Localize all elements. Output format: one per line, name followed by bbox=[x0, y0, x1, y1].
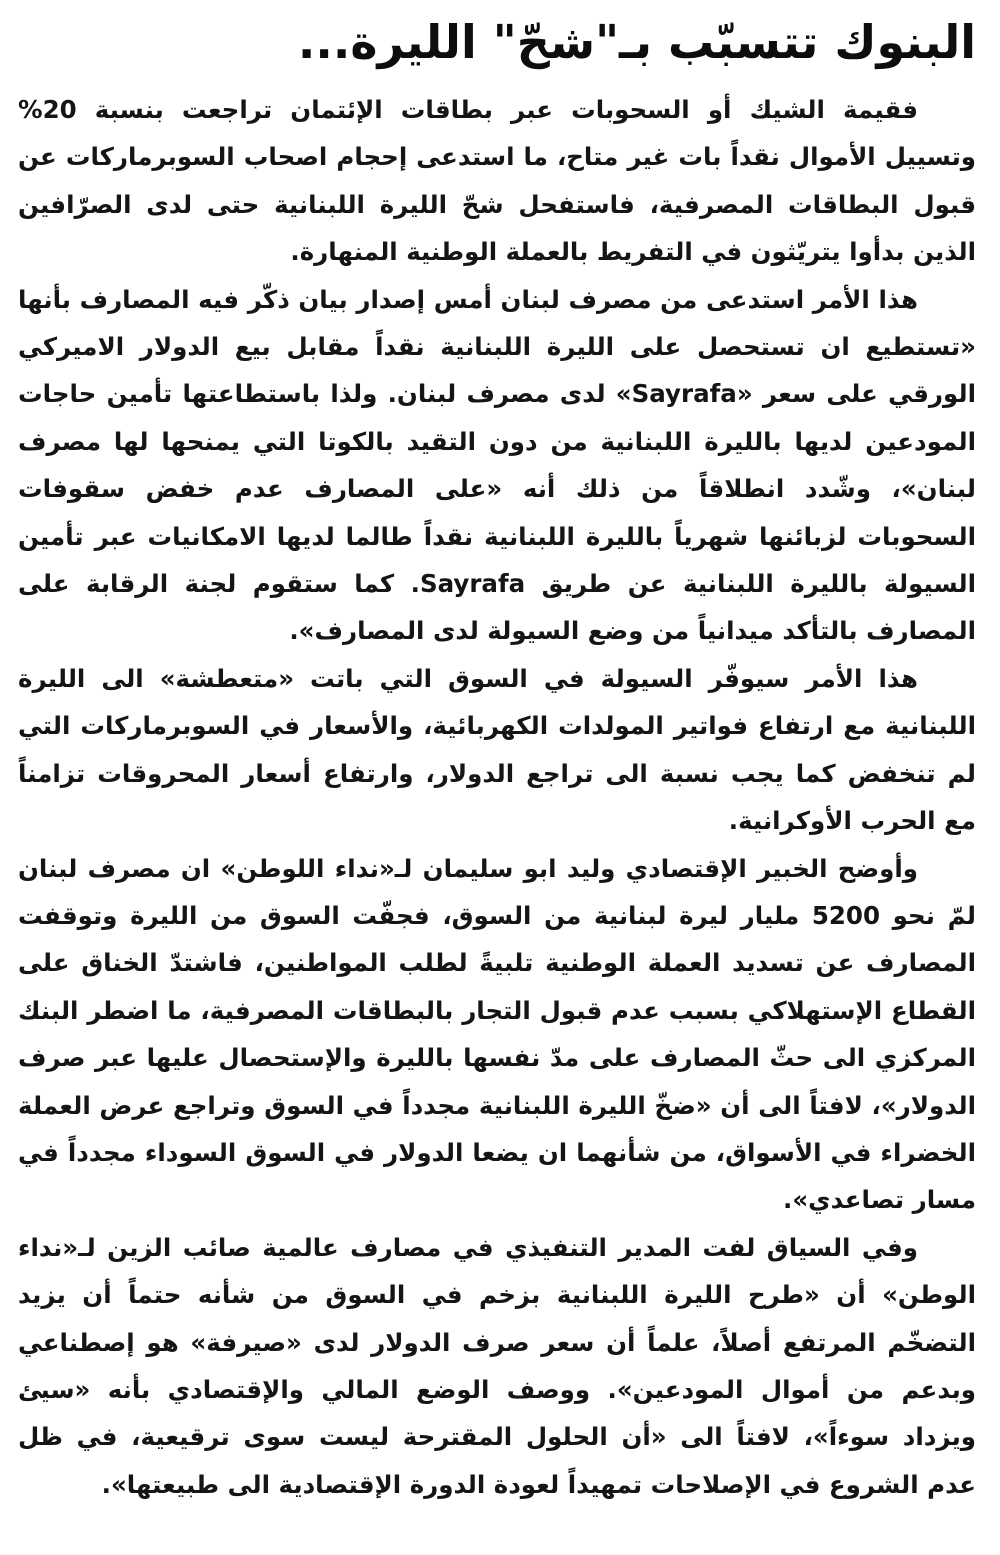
article-paragraph-2: هذا الأمر استدعى من مصرف لبنان أمس إصدار بيان ذكّر فيه المصارف بأنها «تستطيع ان تستحصل على الليرة اللبنانية نقداً مقابل بيع الدولار الاميركي الورقي على سعر «Sayrafa» لدى مصرف لبنان. ولذا باستطاعتها تأمين حاجات المودعين لديها بالليرة اللبنانية من دون التقيد بالكوتا التي يمنحها لها مصرف لبنان»، وشّدد انطلاقاً من ذلك أنه «على المصارف عدم خفض سقوفات السحوبات لزبائنها شهرياً بالليرة اللبنانية نقداً طالما لديها الامكانيات عبر تأمين السيولة بالليرة اللبنانية عن طريق Sayrafa. كما ستقوم لجنة الرقابة على المصارف بالتأكد ميدانياً من وضع السيولة لدى المصارف». bbox=[18, 284, 976, 646]
article-paragraph-5: وفي السياق لفت المدير التنفيذي في مصارف عالمية صائب الزين لـ«نداء الوطن» أن «طرح الليرة اللبنانية بزخم في السوق من شأنه حتماً أن يزيد التضخّم المرتفع أصلاً، علماً أن سعر صرف الدولار لدى «صيرفة» هو إصطناعي وبدعم من أموال المودعين». ووصف الوضع المالي والإقتصادي بأنه «سيئ ويزداد سوءاً»، لافتاً الى «أن الحلول المقترحة ليست سوى ترقيعية، في ظل عدم الشروع في الإصلاحات تمهيداً لعودة الدورة الإقتصادية الى طبيعتها». bbox=[18, 1232, 976, 1499]
article-paragraph-4: وأوضح الخبير الإقتصادي وليد ابو سليمان لـ«نداء اللوطن» ان مصرف لبنان لمّ نحو 5200 مليار ليرة لبنانية من السوق، فجفّت السوق من الليرة وتوقفت المصارف عن تسديد العملة الوطنية تلبيةً لطلب المواطنين، فاشتدّ الخناق على القطاع الإستهلاكي بسبب عدم قبول التجار بالبطاقات المصرفية، ما اضطر البنك المركزي الى حثّ المصارف على مدّ نفسها بالليرة والإستحصال عليها عبر صرف الدولار»، لافتاً الى أن «ضخّ الليرة اللبنانية مجدداً في السوق وتراجع عرض العملة الخضراء في الأسواق، من شأنهما ان يضعا الدولار في السوق السوداء مجدداً في مسار تصاعدي». bbox=[18, 853, 976, 1215]
article-body bbox=[18, 86, 976, 1508]
article-paragraph-3: هذا الأمر سيوفّر السيولة في السوق التي باتت «متعطشة» الى الليرة اللبنانية مع ارتفاع فواتير المولدات الكهربائية، والأسعار في السوبرماركات التي لم تنخفض كما يجب نسبة الى تراجع الدولار، وارتفاع أسعار المحروقات تزامناً مع الحرب الأوكرانية. bbox=[18, 663, 976, 836]
article-headline: البنوك تتسبّب بـ"شحّ" الليرة... bbox=[297, 15, 976, 69]
article-paragraph-1: فقيمة الشيك أو السحوبات عبر بطاقات الإئتمان تراجعت بنسبة 20% وتسييل الأموال نقداً بات غير متاح، ما استدعى إحجام اصحاب السوبرماركات عن قبول البطاقات المصرفية، فاستفحل شحّ الليرة اللبنانية حتى لدى الصرّافين الذين بدأوا يتريّثون في التفريط بالعملة الوطنية المنهارة. bbox=[18, 95, 976, 267]
